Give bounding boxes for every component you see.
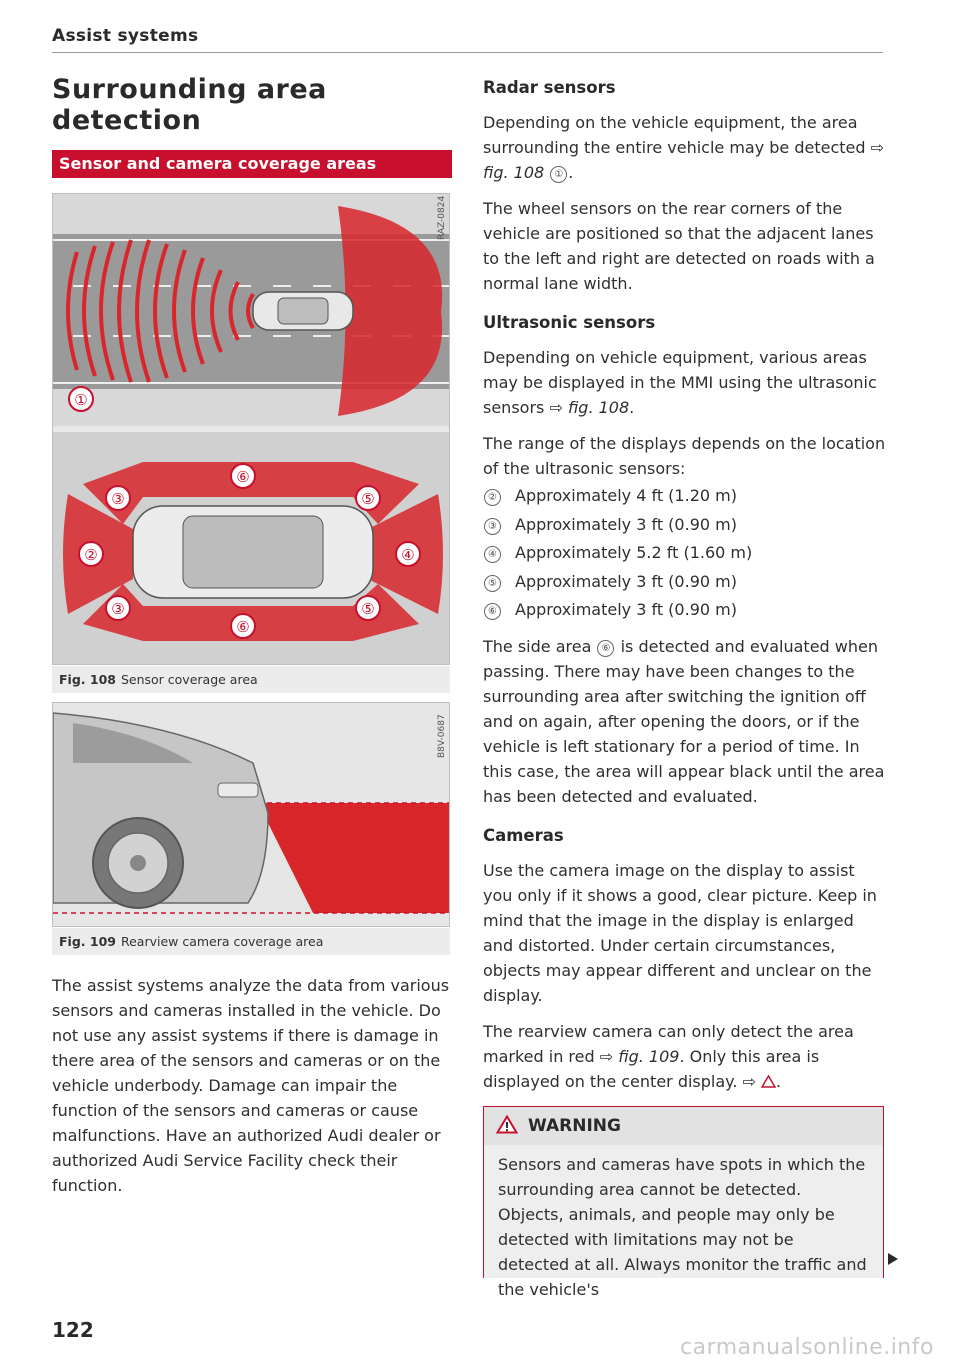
warning-header — [484, 1107, 883, 1145]
list-item: ③ Approximately 3 ft (0.90 m) — [483, 511, 888, 540]
intro-paragraph: The assist systems analyze the data from various sensors and cameras installed in the vehicle. Do not use any assist systems if there is damage in there area of the sensors and cameras or on the vehicle underbody. Damage can impair the function of the sensors and cameras or cause malfunctions. Have an authorized Audi dealer or authorized Audi Service Facility check their function. — [52, 976, 450, 1195]
callout-4: ④ — [401, 546, 415, 564]
continued-arrow-icon — [888, 1253, 898, 1265]
callout-3-bottom: ③ — [111, 600, 125, 618]
figure-109-caption: Fig. 109 Rearview camera coverage area — [52, 928, 450, 955]
callout-3-top: ③ — [111, 490, 125, 508]
radar-heading: Radar sensors — [483, 78, 616, 97]
list-item: ② Approximately 4 ft (1.20 m) — [483, 482, 888, 511]
callout-5-bottom: ⑤ — [361, 600, 375, 618]
cameras-paragraph-2: The rearview camera can only detect the area marked in red ⇨ fig. 109. Only this area is displayed on the center display. ⇨ . — [483, 1022, 854, 1091]
list-item: ⑤ Approximately 3 ft (0.90 m) — [483, 568, 888, 597]
ultrasonic-heading: Ultrasonic sensors — [483, 313, 656, 332]
warning-reference[interactable]: ⇨ — [743, 1072, 777, 1091]
running-head: Assist systems — [52, 26, 199, 46]
section-heading: Sensor and camera coverage areas — [52, 150, 452, 178]
watermark: carmanualsonline.info — [680, 1335, 934, 1360]
warning-body: Sensors and cameras have spots in which the surrounding area cannot be detected. Objects, animals, and people may only be detected with limitations may not be detected at all. Always monitor the traffic and the vehicle's — [484, 1145, 883, 1278]
fig-109-reference[interactable]: ⇨ fig. 109 — [599, 1047, 680, 1066]
callout-6-bottom: ⑥ — [236, 618, 250, 636]
radar-paragraph-1: Depending on the vehicle equipment, the area surrounding the entire vehicle may be detected ⇨ fig. 108 ① . — [483, 113, 885, 182]
ultrasonic-paragraph-2: The range of the displays depends on the location of the ultrasonic sensors: — [483, 434, 886, 478]
figure-109 — [52, 702, 450, 927]
ultrasonic-paragraph-1: Depending on vehicle equipment, various areas may be displayed in the MMI using the ultrasonic sensors ⇨ fig. 108. — [483, 348, 877, 417]
figure-108 — [52, 193, 450, 665]
ultrasonic-paragraph-3: The side area ⑥ is detected and evaluated when passing. There may have been changes to the surrounding area after switching the ignition off and on again, after opening the doors, or if the vehicle is left stationary for a period of time. In this case, the area will appear black until the area has been detected and evaluated. — [483, 637, 885, 806]
warning-triangle-icon — [496, 1115, 518, 1134]
rearview-camera-diagram — [53, 703, 449, 926]
callout-1: ① — [74, 391, 88, 409]
warning-title: WARNING — [528, 1116, 621, 1136]
sensor-coverage-diagram — [53, 194, 449, 664]
range-list — [483, 482, 888, 625]
callout-2: ② — [84, 546, 98, 564]
page-number: 122 — [52, 1318, 94, 1342]
list-item: ⑥ Approximately 3 ft (0.90 m) — [483, 596, 888, 625]
callout-6-top: ⑥ — [236, 468, 250, 486]
figure-109-code: B8V-0687 — [437, 714, 447, 758]
radar-paragraph-2: The wheel sensors on the rear corners of the vehicle are positioned so that the adjacent lanes to the left and right are detected on roads with a normal lane width. — [483, 199, 875, 293]
figure-108-caption: Fig. 108 Sensor coverage area — [52, 666, 450, 693]
callout-ref-1: ① — [550, 166, 567, 183]
cameras-paragraph-1: Use the camera image on the display to assist you only if it shows a good, clear picture. Keep in mind that the image in the display is enlarged and distorted. Under certain circumstances, objects may appear different and unclear on the display. — [483, 861, 877, 1005]
header-rule — [52, 52, 883, 53]
warning-triangle-icon — [761, 1075, 776, 1088]
fig-108-reference[interactable]: ⇨ fig. 108 — [483, 138, 885, 182]
page-title: Surrounding area detection — [52, 74, 327, 136]
fig-108-reference-2[interactable]: ⇨ fig. 108 — [549, 398, 630, 417]
warning-box — [483, 1106, 884, 1299]
figure-108-code: RAZ-0824 — [437, 195, 447, 240]
cameras-heading: Cameras — [483, 826, 564, 845]
list-item: ④ Approximately 5.2 ft (1.60 m) — [483, 539, 888, 568]
callout-5-top: ⑤ — [361, 490, 375, 508]
